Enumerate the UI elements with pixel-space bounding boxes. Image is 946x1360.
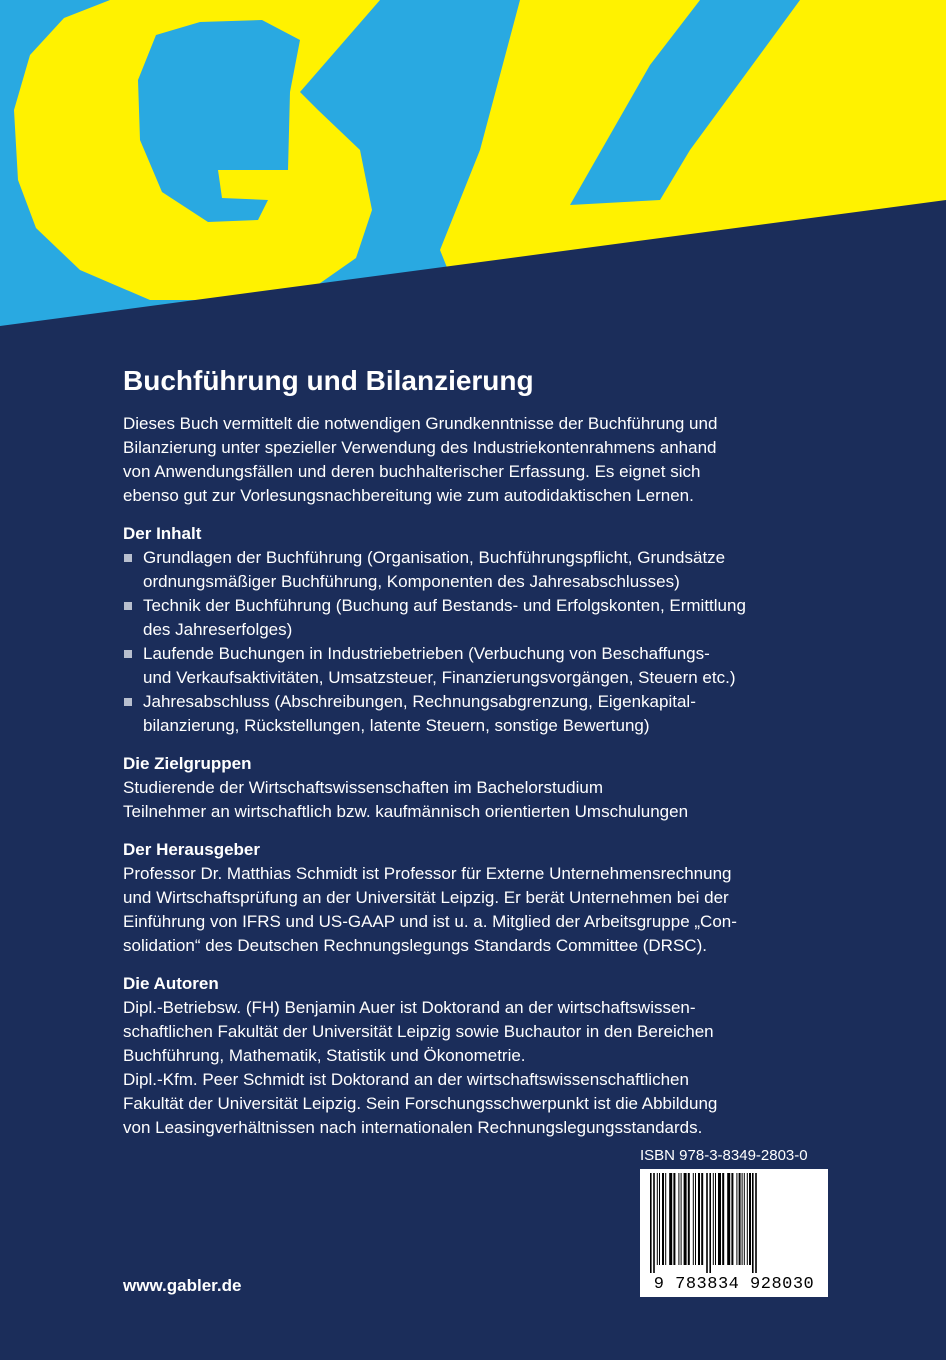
barcode-digits: 9 783834 928030 (653, 1275, 815, 1294)
isbn-label: ISBN 978-3-8349-2803-0 (640, 1147, 808, 1164)
barcode-bar (662, 1173, 664, 1265)
barcode-bar (747, 1173, 748, 1265)
bullet-square-icon (124, 602, 132, 610)
contents-item: Jahresabschluss (Abschreibungen, Rechnungsabgrenzung, Eigenkapital- bilanzierung, Rückstellungen, latente Steuern, sonstige Bewertung) (123, 690, 823, 738)
barcode-bar (678, 1173, 679, 1265)
contents-list (123, 546, 823, 738)
barcode-bar (727, 1173, 730, 1265)
barcode-bar (693, 1173, 694, 1265)
bullet-square-icon (124, 650, 132, 658)
barcode-bars (640, 1169, 828, 1277)
bullet-square-icon (124, 698, 132, 706)
barcode-bar (709, 1173, 711, 1273)
audience-heading: Die Zielgruppen (123, 754, 252, 773)
barcode-bar (657, 1173, 658, 1265)
barcode-bar (665, 1173, 666, 1265)
barcode-bar (650, 1173, 652, 1273)
barcode-bar (713, 1173, 714, 1265)
contents-item: Laufende Buchungen in Industriebetrieben (Verbuchung von Beschaffungs- und Verkaufsaktivitäten, Umsatzsteuer, Finanzierungsvorgängen, Steuern etc.) (123, 642, 823, 690)
authors-heading: Die Autoren (123, 974, 219, 993)
editor-heading: Der Herausgeber (123, 840, 261, 859)
barcode-bar (744, 1173, 745, 1265)
intro-line: Dieses Buch vermittelt die notwendigen Grundkenntnisse der Buchführung und (123, 414, 718, 433)
barcode-bar (698, 1173, 700, 1265)
book-title: Buchführung und Bilanzierung (123, 365, 534, 396)
editor-text: Professor Dr. Matthias Schmidt ist Professor für Externe Unternehmensrechnung und Wirtschaftsprüfung an der Universität Leipzig. Er berät Unternehmen bei der Einführung von IFRS und US-GAAP und ist u. a. Mitglied der Arbeitsgruppe „Con- solidation“ des Deutschen Rechnungslegungs Standards Committee (DRSC). (123, 864, 737, 955)
barcode-bar (701, 1173, 703, 1265)
barcode-bar (739, 1173, 741, 1265)
intro-line: von Anwendungsfällen und deren buchhalterischer Erfassung. Es eignet sich (123, 462, 701, 481)
barcode-bar (718, 1173, 721, 1265)
barcode-bar (681, 1173, 682, 1265)
barcode-bar (752, 1173, 754, 1273)
barcode-bar (722, 1173, 724, 1265)
audience-text: Studierende der Wirtschaftswissenschaften im Bachelorstudium Teilnehmer an wirtschaftlich bzw. kaufmännisch orientierten Umschulungen (123, 778, 689, 821)
barcode-bar (669, 1173, 672, 1265)
barcode-bar (706, 1173, 708, 1273)
contents-item: Grundlagen der Buchführung (Organisation, Buchführungspflicht, Grundsätze ordnungsmäßiger Buchführung, Komponenten des Jahresabschlusses) (123, 546, 823, 594)
barcode-bar (731, 1173, 733, 1265)
barcode-bar (684, 1173, 687, 1265)
barcode-bar (749, 1173, 751, 1265)
intro-paragraph (123, 412, 823, 508)
contents-heading: Der Inhalt (123, 524, 202, 543)
barcode-bar (736, 1173, 737, 1265)
authors-text: Dipl.-Betriebsw. (FH) Benjamin Auer ist Doktorand an der wirtschaftswissen- schaftlichen Fakultät der Universität Leipzig sowie Buchautor in den Bereichen Buchführung, Mathematik, Statistik und Ökonometrie. Dipl.-Kfm. Peer Schmidt ist Doktorand an der wirtschaftswissenschaftlichen Fakultät der Universität Leipzig. Sein Forschungsschwerpunkt ist die Abbildung von Leasingverhältnissen nach internationalen Rechnungslegungsstandards. (123, 998, 718, 1137)
intro-line: ebenso gut zur Vorlesungsnachbereitung wie zum autodidaktischen Lernen. (123, 486, 694, 505)
cover-graphic (0, 0, 946, 330)
barcode-bar (742, 1173, 743, 1265)
back-cover-text (123, 364, 823, 1140)
bullet-square-icon (124, 554, 132, 562)
barcode-bar (659, 1173, 660, 1265)
intro-line: Bilanzierung unter spezieller Verwendung des Industriekontenrahmens anhand (123, 438, 717, 457)
barcode-bar (688, 1173, 690, 1265)
barcode-bar (653, 1173, 655, 1273)
barcode (640, 1169, 828, 1297)
contents-item: Technik der Buchführung (Buchung auf Bestands- und Erfolgskonten, Ermittlung des Jahreserfolges) (123, 594, 823, 642)
barcode-bar (755, 1173, 757, 1273)
barcode-bar (715, 1173, 716, 1265)
barcode-bar (695, 1173, 696, 1265)
barcode-bar (673, 1173, 675, 1265)
publisher-website: www.gabler.de (123, 1276, 242, 1295)
